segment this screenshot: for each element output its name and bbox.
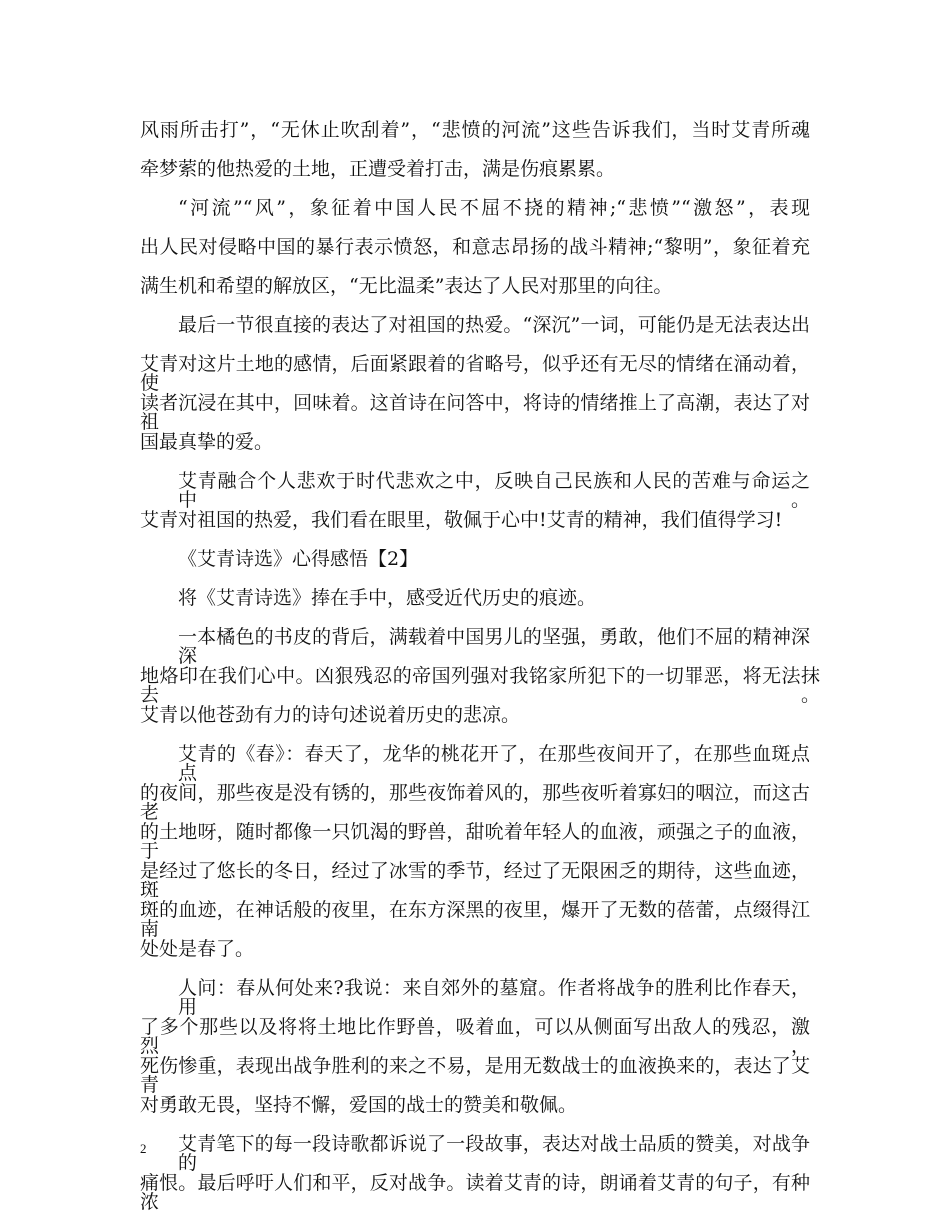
text-line: 最后一节很直接的表达了对祖国的热爱。“深沉”一词，可能仍是无法表达出: [178, 314, 810, 336]
text-line: 风雨所击打”，“无休止吹刮着”，“悲愤的河流”这些告诉我们，当时艾青所魂: [140, 119, 810, 141]
text-line: 斑的血迹，在神话般的夜里，在东方深黑的夜里，爆开了无数的蓓蕾，点缀得江南: [140, 899, 810, 940]
text-line: 牵梦萦的他热爱的土地，正遭受着打击，满是伤痕累累。: [140, 158, 616, 180]
text-line: 艾青的《春》：春天了，龙华的桃花开了，在那些夜间开了，在那些血斑点点: [178, 743, 810, 784]
text-line: “河流”“风”，象征着中国人民不屈不挠的精神;“悲愤”“激怒”，表现: [178, 197, 810, 219]
text-line: 满生机和希望的解放区，“无比温柔”表达了人民对那里的向往。: [140, 275, 673, 297]
text-line: 的夜间，那些夜是没有锈的，那些夜饰着风的，那些夜听着寡妇的咽泣，而这古老: [140, 782, 810, 823]
text-line: 艾青融合个人悲欢于时代悲欢之中，反映自己民族和人民的苦难与命运之中。: [178, 470, 810, 511]
text-line: 艾青笔下的每一段诗歌都诉说了一段故事，表达对战士品质的赞美，对战争的: [178, 1133, 810, 1174]
page-number: 2: [140, 1141, 147, 1156]
text-line: 国最真挚的爱。: [140, 431, 274, 453]
text-line: 是经过了悠长的冬日，经过了冰雪的季节，经过了无限困乏的期待，这些血迹，斑: [140, 860, 810, 901]
text-line: 《艾青诗选》心得感悟【2】: [178, 548, 419, 570]
text-line: 一本橘色的书皮的背后，满载着中国男儿的坚强，勇敢，他们不屈的精神深深: [178, 626, 810, 667]
text-line: 死伤惨重，表现出战争胜利的来之不易，是用无数战士的血液换来的，表达了艾青: [140, 1055, 810, 1096]
text-line: 艾青对祖国的热爱，我们看在眼里，敬佩于心中!艾青的精神，我们值得学习!: [140, 509, 783, 531]
text-line: 出人民对侵略中国的暴行表示愤怒，和意志昂扬的战斗精神;“黎明”，象征着充: [140, 236, 810, 258]
text-line: 艾青以他苍劲有力的诗句述说着历史的悲凉。: [140, 704, 521, 726]
text-line: 艾青对这片土地的感情，后面紧跟着的省略号，似乎还有无尽的情绪在涌动着，使: [140, 353, 810, 394]
text-line: 人问：春从何处来?我说：来自郊外的墓窟。作者将战争的胜利比作春天，用: [178, 977, 810, 1018]
text-line: 地烙印在我们心中。凶狠残忍的帝国列强对我铭家所犯下的一切罪恶，将无法抹去。: [140, 665, 820, 706]
text-line: 了多个那些以及将将土地比作野兽，吸着血，可以从侧面写出敌人的残忍，激烈，: [140, 1016, 810, 1057]
text-line: 痛恨。最后呼吁人们和平，反对战争。读着艾青的诗，朗诵着艾青的句子，有种浓: [140, 1172, 810, 1213]
text-line: 处处是春了。: [140, 938, 255, 960]
text-line: 读者沉浸在其中，回味着。这首诗在问答中，将诗的情绪推上了高潮，表达了对祖: [140, 392, 810, 433]
text-line: 的土地呀，随时都像一只饥渴的野兽，甜吮着年轻人的血液，顽强之子的血液，于: [140, 821, 810, 862]
text-line: 将《艾青诗选》捧在手中，感受近代历史的痕迹。: [178, 587, 597, 609]
text-line: 对勇敢无畏，坚持不懈，爱国的战士的赞美和敬佩。: [140, 1094, 578, 1116]
